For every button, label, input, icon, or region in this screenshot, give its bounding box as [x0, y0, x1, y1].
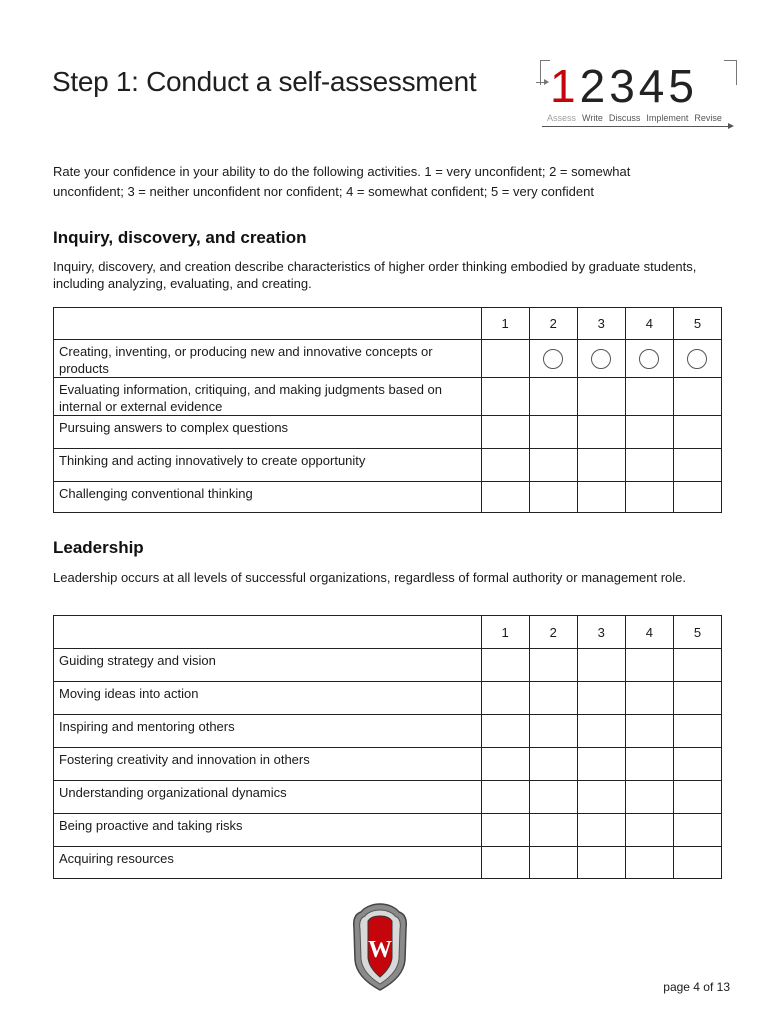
table-row [54, 649, 722, 682]
row-label: Moving ideas into action [54, 682, 482, 715]
rating-cell-4[interactable] [625, 416, 673, 449]
row-label: Pursuing answers to complex questions [54, 416, 482, 449]
rating-cell-1[interactable] [481, 748, 529, 781]
rating-cell-4[interactable] [625, 378, 673, 416]
rating-cell-3[interactable] [577, 378, 625, 416]
step-number-3: 3 [609, 60, 635, 112]
row-label: Fostering creativity and innovation in others [54, 748, 482, 781]
row-label: Being proactive and taking risks [54, 814, 482, 847]
column-header-1: 1 [481, 616, 529, 649]
section-description-inquiry: Inquiry, discovery, and creation describe characteristics of higher order thinking embodied by graduate students, including analyzing, evaluating, and creating. [53, 259, 697, 291]
table-header-row [54, 616, 722, 649]
table-row [54, 715, 722, 748]
rating-cell-3[interactable] [577, 649, 625, 682]
rating-cell-5[interactable] [673, 482, 721, 513]
rating-cell-5[interactable] [673, 416, 721, 449]
rating-cell-2[interactable] [529, 847, 577, 879]
rating-cell-5[interactable] [673, 340, 721, 378]
rating-cell-1[interactable] [481, 449, 529, 482]
table-row [54, 847, 722, 879]
rating-cell-2[interactable] [529, 748, 577, 781]
rating-cell-5[interactable] [673, 649, 721, 682]
rating-cell-4[interactable] [625, 649, 673, 682]
rating-cell-3[interactable] [577, 482, 625, 513]
rating-cell-4[interactable] [625, 449, 673, 482]
rating-cell-3[interactable] [577, 715, 625, 748]
step-number-2: 2 [579, 60, 606, 112]
table-row [54, 378, 722, 416]
rating-cell-5[interactable] [673, 748, 721, 781]
page-title: Step 1: Conduct a self-assessment [52, 66, 477, 97]
rating-cell-2[interactable] [529, 715, 577, 748]
arrow-in-icon [536, 82, 548, 83]
row-label: Understanding organizational dynamics [54, 781, 482, 814]
table-row [54, 682, 722, 715]
rating-cell-1[interactable] [481, 847, 529, 879]
table-header-blank [54, 616, 482, 649]
rating-cell-2[interactable] [529, 649, 577, 682]
step-label-revise: Revise [694, 113, 722, 123]
column-header-1: 1 [481, 308, 529, 340]
row-label: Creating, inventing, or producing new and innovative concepts or products [54, 340, 482, 378]
rating-cell-1[interactable] [481, 682, 529, 715]
column-header-3: 3 [577, 308, 625, 340]
rating-cell-3[interactable] [577, 781, 625, 814]
table-row [54, 449, 722, 482]
rating-cell-4[interactable] [625, 781, 673, 814]
table-row [54, 416, 722, 449]
rating-cell-4[interactable] [625, 814, 673, 847]
rating-cell-3[interactable] [577, 748, 625, 781]
table-header-blank [54, 308, 482, 340]
rating-cell-5[interactable] [673, 378, 721, 416]
column-header-4: 4 [625, 616, 673, 649]
rating-cell-5[interactable] [673, 715, 721, 748]
rating-cell-2[interactable] [529, 449, 577, 482]
rating-cell-1[interactable] [481, 416, 529, 449]
step-label-write: Write [582, 113, 603, 123]
rating-cell-1[interactable] [481, 814, 529, 847]
section-description-leadership: Leadership occurs at all levels of successful organizations, regardless of formal authority or management role. [53, 570, 686, 585]
rating-cell-5[interactable] [673, 781, 721, 814]
row-label: Inspiring and mentoring others [54, 715, 482, 748]
table-row [54, 748, 722, 781]
row-label: Thinking and acting innovatively to create opportunity [54, 449, 482, 482]
rating-instructions: Rate your confidence in your ability to do the following activities. 1 = very unconfident; 2 = somewhat unconfident; 3 = neither unconfident nor confident; 4 = somewhat confident; 5 = very confident [53, 164, 631, 199]
rating-cell-1[interactable] [481, 378, 529, 416]
rating-cell-4[interactable] [625, 748, 673, 781]
step-number-5: 5 [668, 60, 694, 112]
row-label: Guiding strategy and vision [54, 649, 482, 682]
rating-cell-2[interactable] [529, 378, 577, 416]
step-number-4: 4 [638, 60, 665, 112]
rating-cell-2[interactable] [529, 814, 577, 847]
row-label: Evaluating information, critiquing, and making judgments based on internal or external evidence [54, 378, 482, 416]
column-header-4: 4 [625, 308, 673, 340]
rating-cell-2[interactable] [529, 482, 577, 513]
rating-cell-5[interactable] [673, 449, 721, 482]
radio-button-3[interactable] [591, 349, 611, 369]
radio-button-4[interactable] [639, 349, 659, 369]
rating-cell-5[interactable] [673, 814, 721, 847]
rating-cell-1[interactable] [481, 781, 529, 814]
table-row [54, 482, 722, 513]
radio-button-5[interactable] [687, 349, 707, 369]
column-header-5: 5 [673, 308, 721, 340]
rating-cell-4[interactable] [625, 340, 673, 378]
table-row [54, 814, 722, 847]
radio-button-2[interactable] [543, 349, 563, 369]
arrow-right-icon [542, 126, 732, 127]
rating-cell-5[interactable] [673, 847, 721, 879]
rating-cell-4[interactable] [625, 847, 673, 879]
column-header-2: 2 [529, 308, 577, 340]
table-header-row [54, 308, 722, 340]
section-heading-inquiry: Inquiry, discovery, and creation [53, 228, 307, 247]
rating-cell-2[interactable] [529, 340, 577, 378]
rating-cell-2[interactable] [529, 781, 577, 814]
table-row [54, 340, 722, 378]
crest-letter: W [368, 937, 392, 963]
university-crest-icon [351, 902, 409, 992]
rating-cell-2[interactable] [529, 682, 577, 715]
step-label-implement: Implement [646, 113, 689, 123]
rating-cell-3[interactable] [577, 847, 625, 879]
section-heading-leadership: Leadership [53, 538, 144, 557]
rating-cell-2[interactable] [529, 416, 577, 449]
rating-cell-3[interactable] [577, 682, 625, 715]
column-header-2: 2 [529, 616, 577, 649]
rating-table-inquiry [53, 307, 722, 513]
rating-cell-1[interactable] [481, 649, 529, 682]
rating-cell-3[interactable] [577, 814, 625, 847]
column-header-5: 5 [673, 616, 721, 649]
rating-cell-3[interactable] [577, 449, 625, 482]
rating-cell-1[interactable] [481, 482, 529, 513]
step-progress-graphic [534, 56, 738, 136]
column-header-3: 3 [577, 616, 625, 649]
rating-cell-4[interactable] [625, 715, 673, 748]
step-label-assess: Assess [547, 113, 577, 123]
rating-cell-4[interactable] [625, 682, 673, 715]
rating-cell-5[interactable] [673, 682, 721, 715]
step-label-discuss: Discuss [608, 113, 641, 123]
rating-cell-1[interactable] [481, 715, 529, 748]
row-label: Acquiring resources [54, 847, 482, 879]
row-label: Challenging conventional thinking [54, 482, 482, 513]
rating-cell-1[interactable] [481, 340, 529, 378]
rating-cell-3[interactable] [577, 416, 625, 449]
rating-cell-4[interactable] [625, 482, 673, 513]
rating-table-leadership [53, 615, 722, 879]
step-number-1: 1 [550, 60, 576, 112]
table-row [54, 781, 722, 814]
rating-cell-3[interactable] [577, 340, 625, 378]
page-number: page 4 of 13 [663, 980, 730, 994]
